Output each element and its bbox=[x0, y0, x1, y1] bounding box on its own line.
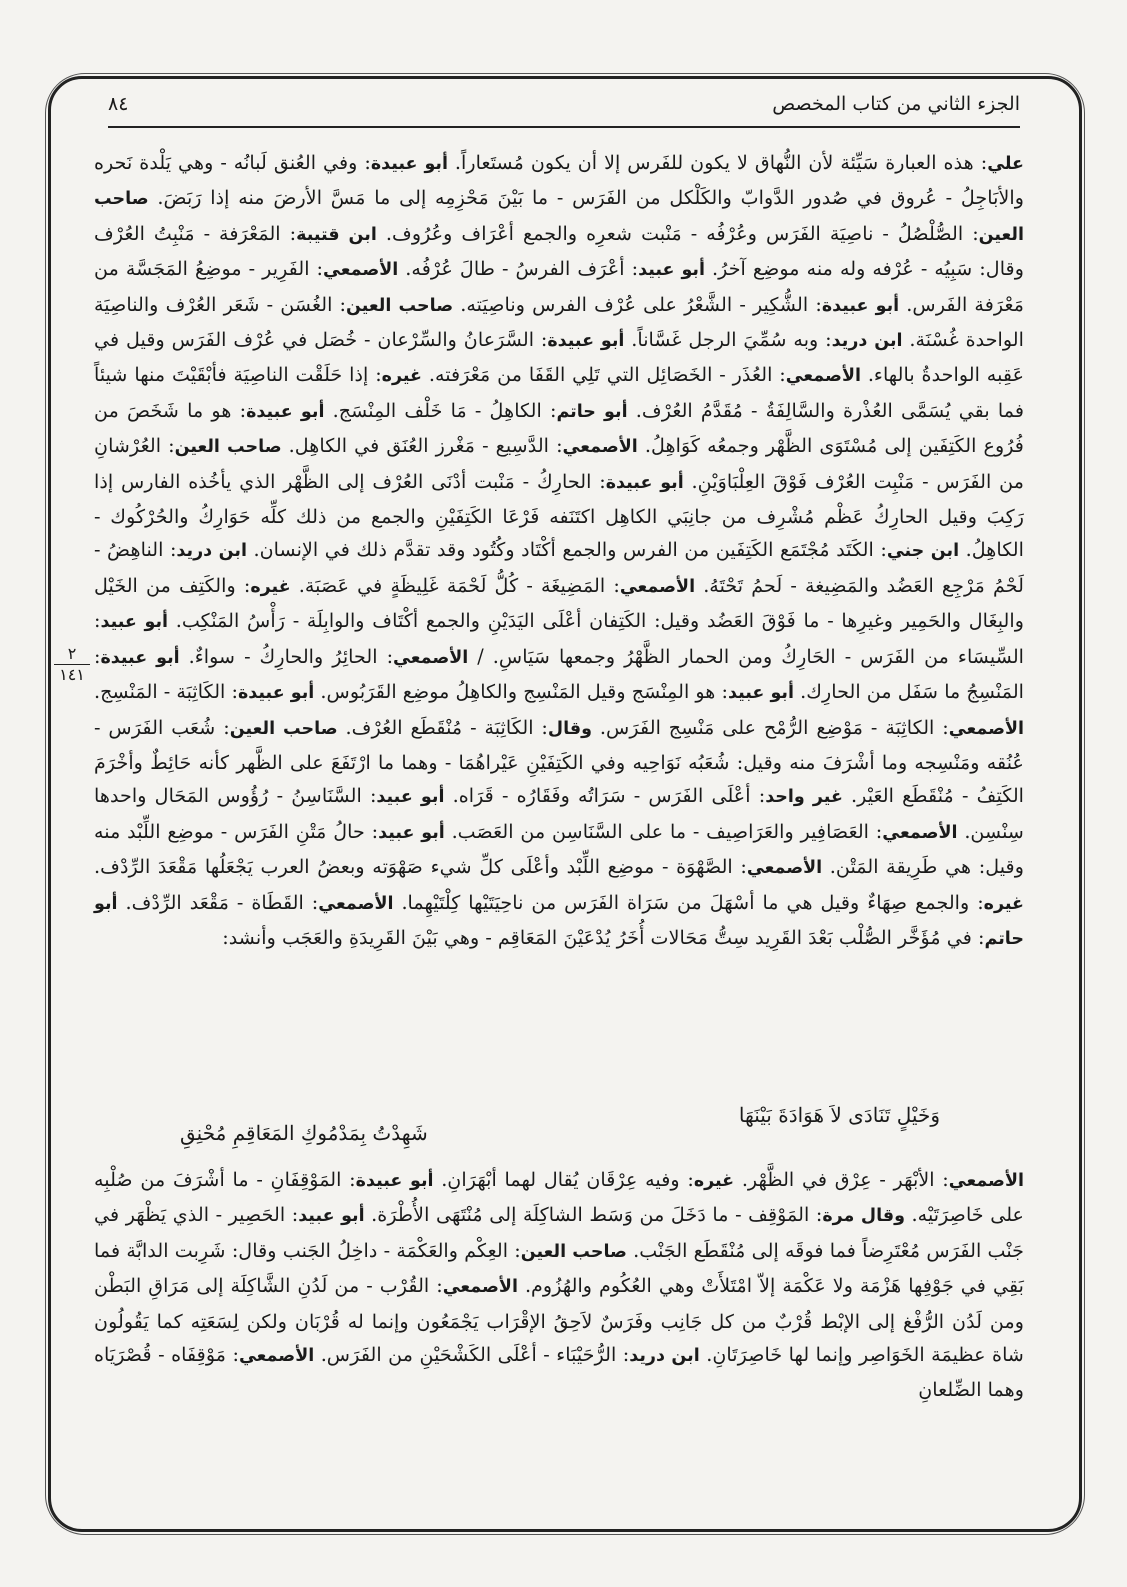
book-title: الجزء الثاني من كتاب المخصص bbox=[772, 93, 1020, 115]
text-run: : حالُ مَتْنِ الفَرَس - موضِع اللِّبْد منه وقيل: هي طَرِيقة المَتْن. bbox=[94, 819, 1024, 879]
verse-hemistich-2: شَهِدْتُ بِمَدْمُوكِ المَعَاقِمِ مُحْنِقِ bbox=[180, 1121, 428, 1145]
text-run: : الحَصِير - الذي يَظْهَر في جَنْب الفَرَس مُعْتَرِضاً فما فوقَه إلى مُنْقَطَع الجَنْب. bbox=[94, 1203, 1024, 1262]
verse-hemistich-1: وَخَيْلٍ تَنَادَى لاَ هَوَادَةَ بَيْنَهَا bbox=[738, 1103, 940, 1127]
paragraph bbox=[94, 1163, 1024, 1407]
text-run: : الكاثِبَة - مَوْضِع الرُّمْح على مَنْسِج الفَرَس. bbox=[592, 715, 949, 739]
text-run: : الحائِرُ والحارِكُ - سواءٌ. bbox=[179, 644, 394, 668]
text-run: : وفي العُنق لَبانُه - وهي يَلْدة نَحره والأبَاجِلُ - عُروق في صُدور الدَّوابّ والكَلْكل من الفَرَس - ما بَيْنَ مَحْزِمِه إلى ما مَسَّ الأرضَ منه إذا رَبَضَ. bbox=[94, 151, 1024, 210]
text-run: : المَضِيغَة - كُلُّ لَحْمَة غَلِيظَةٍ في عَصَبَة. bbox=[290, 573, 620, 597]
text-run: : شُعَب الفَرَس - عُنُقه ومَنْسِجه وما أشْرَفَ منه وقيل: شُعَبُه نَوَاحِيه وفي الكَتِفَيْنِ عَيْراهُمَا - وهما ما ارْتَفَعَ على الظَّهر كأنه حَائِطٌ وأخْرَمَ الكَتِفُ - مُنْقَطَع العَيْر. bbox=[94, 715, 1025, 808]
text-run: : هذه العبارة سَيِّئة لأن النُّهاق لا يكون للفَرس إلا أن يكون مُستَعاراً. bbox=[447, 151, 988, 174]
text-run: : الكَاثِبَة - المَنْسِج. bbox=[94, 680, 238, 704]
authority-name: الأصمعي bbox=[323, 260, 399, 281]
authority-name: الأصمعي bbox=[948, 1171, 1024, 1191]
text-run: : مَوْقِفَاه - قُصْرَيَاه وهما الضِّلعانِ bbox=[94, 1343, 1024, 1402]
authority-name: ابن دريد bbox=[176, 541, 247, 562]
authority-name: أبو عبيدة bbox=[547, 331, 625, 352]
text-run: : هو ما شَخَصَ من فُرُوع الكَتِفَين إلى مُسْتَوَى الظَّهْر وجمعُه كَوَاهِلُ. bbox=[94, 398, 1024, 458]
authority-name: أبو عبيدة bbox=[246, 401, 325, 422]
text-run: : الشُّكِير - الشَّعْرُ على عُرْف الفرس وناصِيَته. bbox=[453, 292, 822, 316]
text-run: : أعْلَى الفَرَس - سَرَاتُه وفَقَارُه - قَرَاه. bbox=[444, 784, 766, 808]
header-rule bbox=[108, 126, 1020, 128]
authority-name: ابن دريد bbox=[831, 331, 903, 352]
authority-name: صاحب العين bbox=[520, 1241, 627, 1262]
text-run: : الكَاثِبَة - مُنْقَطَع العُرْف. bbox=[337, 715, 548, 739]
text-run: : الصُّلْصُلُ - ناصِيَة الفَرَس وعُرْفُه - مَنْبت شعرِه والجمع أعْرَاف وعُرُوف. bbox=[376, 221, 979, 245]
text-run: : وبه سُمِّيَ الرجل غَسَّاناً. bbox=[624, 328, 832, 352]
authority-name: وقال bbox=[547, 718, 592, 739]
text-run: : الكاهِلُ - مَا خَلْف المِنْسَج. bbox=[324, 398, 557, 422]
text-run: : الفَرِير - موضِعُ المَجَسَّة من مَعْرَفة الفَرس. bbox=[94, 257, 1024, 316]
text-run: : الصَّهْوَة - موضِع اللِّبْد وأعْلَى كلِّ شيء صَهْوَته وبعضُ العرب يَجْعَلُها مَقْعَدَ الرِّدْف. bbox=[94, 855, 747, 879]
text-run: : في مُؤَخَّر الصُّلْب بَعْدَ القَرِيد سِتُّ مَحَالات أُخَرُ يُدْعَيْنَ المَعَاقِم - وهي بَيْنَ القَرِيدَةِ والعَجَب وأنشد: bbox=[222, 925, 985, 949]
authority-name: الأصمعي bbox=[619, 576, 696, 597]
authority-name: أبو عبيد bbox=[376, 787, 445, 808]
authority-name: غيره bbox=[381, 366, 422, 387]
authority-name: غيره bbox=[693, 1171, 735, 1191]
authority-name: الأصمعي bbox=[393, 647, 469, 668]
text-run: : الدَّسِيع - مَغْرز العُنَق في الكاهِل. bbox=[281, 434, 563, 458]
text-run: : المَوْقِفَانِ - ما أشْرَفَ من صُلْبِه على خَاصِرَتَيْه. bbox=[94, 1168, 1024, 1227]
authority-name: غيره bbox=[983, 893, 1024, 914]
authority-name: صاحب العين bbox=[346, 295, 454, 316]
text-run: : العَصَافِير والعَرَاصِيف - ما على السَّنَاسِن من العَصَب. bbox=[444, 819, 883, 843]
text-run: : هو المِنْسَج وقيل المَنْسِج والكاهِلُ موضِع القَرَبُوس. bbox=[314, 680, 728, 704]
text-run: : الرُّحَيْبَاء - أعْلَى الكَشْحَيْنِ من الفَرَس. bbox=[314, 1343, 630, 1367]
text-run: : الناهِضُ - لَحْمُ مَرْجِع العَضُد والمَضِيغة - لَحمُ تَحْتَهُ. bbox=[94, 538, 1024, 597]
text-run: : الغُسَن - شَعَر العُرْف والناصِيَة الواحدة غُسْنَة. bbox=[94, 292, 1024, 352]
text-run: : العُرْشانِ من الفَرَس - مَنْبِت العُرْف فَوْقَ العِلْبَاوَيْنِ. bbox=[94, 434, 1024, 493]
authority-name: صاحب العين bbox=[174, 437, 282, 458]
authority-name: أبو عبيد bbox=[100, 612, 169, 633]
poetry-verse bbox=[180, 1103, 940, 1157]
margin-reference bbox=[50, 646, 94, 683]
authority-name: الأصمعي bbox=[318, 893, 394, 914]
text-run: : السَّنَاسِنُ - رُؤُوس المَحَال واحدها سِنْسِن. bbox=[94, 784, 1025, 843]
authority-name: أبو عبيدة bbox=[355, 1171, 434, 1191]
authority-name: أبو عبيد bbox=[378, 822, 445, 843]
main-text-continued bbox=[94, 1163, 1024, 1407]
authority-name: أبو عبيد bbox=[298, 1206, 365, 1227]
authority-name: أبو عبيدة bbox=[821, 295, 900, 316]
authority-name: وقال مرة bbox=[822, 1206, 906, 1227]
text-run: : والجمع صِهَاءٌ وقيل هي ما أسْهَلَ من سَرَاة الفَرَس من ناحِيَتَيْها كِلْتَيْهِما. bbox=[393, 890, 984, 914]
text-run: : والكَتِف من الخَيْل والبِغَال والحَمِير وغيرِها - ما فَوْقَ العَضُد وقيل: الكَتِفان أعْلَى اليَدَيْنِ والجمع أكْتَاف والوابِلَة - رَأْسُ المَنْكِب. bbox=[94, 573, 1025, 633]
authority-name: أبو عبيدة bbox=[100, 647, 180, 668]
text-run: : أعْرَف الفرسُ - طالَ عُرْفُه. bbox=[398, 257, 639, 281]
authority-name: الأصمعي bbox=[562, 437, 638, 458]
text-run: : المَعْرَفة - مَنْبِتُ العُرْف وقال: سَبِيُه - عُرْفه وله منه موضِع آخرُ. bbox=[94, 221, 1024, 281]
authority-name: علي bbox=[987, 154, 1024, 174]
authority-name: ابن جني bbox=[886, 541, 960, 562]
text-run: : وفيه عِرْقَان يُقال لهما أبْهَرَانِ. bbox=[433, 1168, 694, 1191]
authority-name: الأصمعي bbox=[948, 718, 1025, 739]
text-run: : القَطَاة - مَقْعَد الرِّدْف. bbox=[117, 890, 319, 914]
authority-name: أبو عبيدة bbox=[237, 683, 315, 704]
text-run: : السَّرَعانُ والسِّرْعان - خُصَل في عُرْف الفَرَس وقيل في عَقِبه الواحدةُ بالهاء. bbox=[94, 328, 1025, 387]
text-run: : السِّيسَاء من الفَرَس - الحَارِكُ ومن الحمار الظَّهْرُ وجمعها سَيَاسِ. / bbox=[94, 609, 1024, 668]
text-run: : الأبْهَر - عِرْق في الظَّهْر. bbox=[734, 1168, 949, 1191]
text-run: : الحارِكُ - مَنْبت أدْنَى العُرْف إلى الظَّهْر الذي يأخُذه الفارس إذا رَكِبَ وقيل الحارِكُ عَظْم مُشْرِف من جانِبَي الكاهِل اكتَنَفه فَرْعَا الكَتِفَيْنِ والجمع من ذلك كلِّه حَوَارِكُ والحُرْكُوك - الكاهِلُ. bbox=[94, 469, 1024, 562]
text-run: : القُرْب - من لَدُنِ الشَّاكِلَة إلى مَرَاقِ البَطْن ومن لَدُن الرُّفْغ إلى الإبْط قُرْبٌ من كل جَانِب وفَرَسٌ لاَحِقُ الإقْرَاب يَجْمَعُون وإنما له قُرْبَان ولكن لِسَعَتِه كما يَقُولُون شاة عظيمَة الخَوَاصِر وإنما لها خَاصِرَتَانِ. bbox=[94, 1274, 1024, 1367]
authority-name: الأصمعي bbox=[785, 366, 861, 387]
authority-name: ابن قتيبة bbox=[296, 224, 377, 245]
authority-name: صاحب العين bbox=[94, 189, 1024, 245]
authority-name: أبو عبيد bbox=[638, 260, 705, 281]
authority-name: غيره bbox=[250, 576, 291, 597]
authority-name: الأصمعي bbox=[442, 1277, 518, 1298]
authority-name: أبو حاتم bbox=[556, 401, 628, 422]
text-run: : المَنْسِجُ ما سَفَل من الحارِك. bbox=[94, 644, 1024, 704]
text-run: : الكَتَد مُجْتَمَع الكَتِفَين من الفرس والجمع أكْتَاد وكُتُود وقد تقدَّم ذلك في الإنسان. bbox=[246, 538, 887, 562]
authority-name: صاحب العين bbox=[229, 718, 338, 739]
paragraph bbox=[94, 146, 1024, 956]
text-run: : المَوْقِف - ما دَخَلَ من وَسَط الشاكِلَة إلى مُنْتَهَى الأُطْرَة. bbox=[364, 1203, 823, 1227]
authority-name: الأصمعي bbox=[746, 858, 823, 879]
authority-name: أبو عبيدة bbox=[370, 154, 448, 174]
margin-ref-top: ٢ bbox=[67, 644, 77, 663]
text-run: : العِكْم والعَكْمَة - داخِلُ الجَنب وقال: شَرِبت الدابَّة فما بَقِي في جَوْفِها هَزْمَة ولا عَكْمَة إلاّ امْتَلأَتْ وهي العُكُوم والهُزُوم. bbox=[94, 1238, 1024, 1298]
authority-name: أبو حاتم bbox=[94, 893, 1024, 949]
running-header bbox=[108, 86, 1020, 122]
text-run: : العُذَر - الخَصَائِل التي تَلِي القَفَا من مَعْرَفته. bbox=[422, 363, 786, 387]
margin-ref-bottom: ١٤١ bbox=[59, 665, 85, 684]
authority-name: الأصمعي bbox=[238, 1346, 315, 1367]
authority-name: أبو عبيد bbox=[728, 683, 794, 704]
authority-name: ابن دريد bbox=[629, 1346, 700, 1367]
page-number: ٨٤ bbox=[108, 93, 129, 115]
authority-name: الأصمعي bbox=[882, 822, 958, 843]
authority-name: أبو عبيدة bbox=[605, 472, 684, 493]
authority-name: غير واحد bbox=[765, 787, 843, 808]
text-run: : إذا حَلَقْت الناصِيَة فأبْقَيْتَ منها شيئاً فما بقي يُسَمَّى العُذْرة والسَّالِفَةُ - مُقَدَّمُ العُرْف. bbox=[94, 363, 1024, 422]
main-text bbox=[94, 146, 1024, 956]
